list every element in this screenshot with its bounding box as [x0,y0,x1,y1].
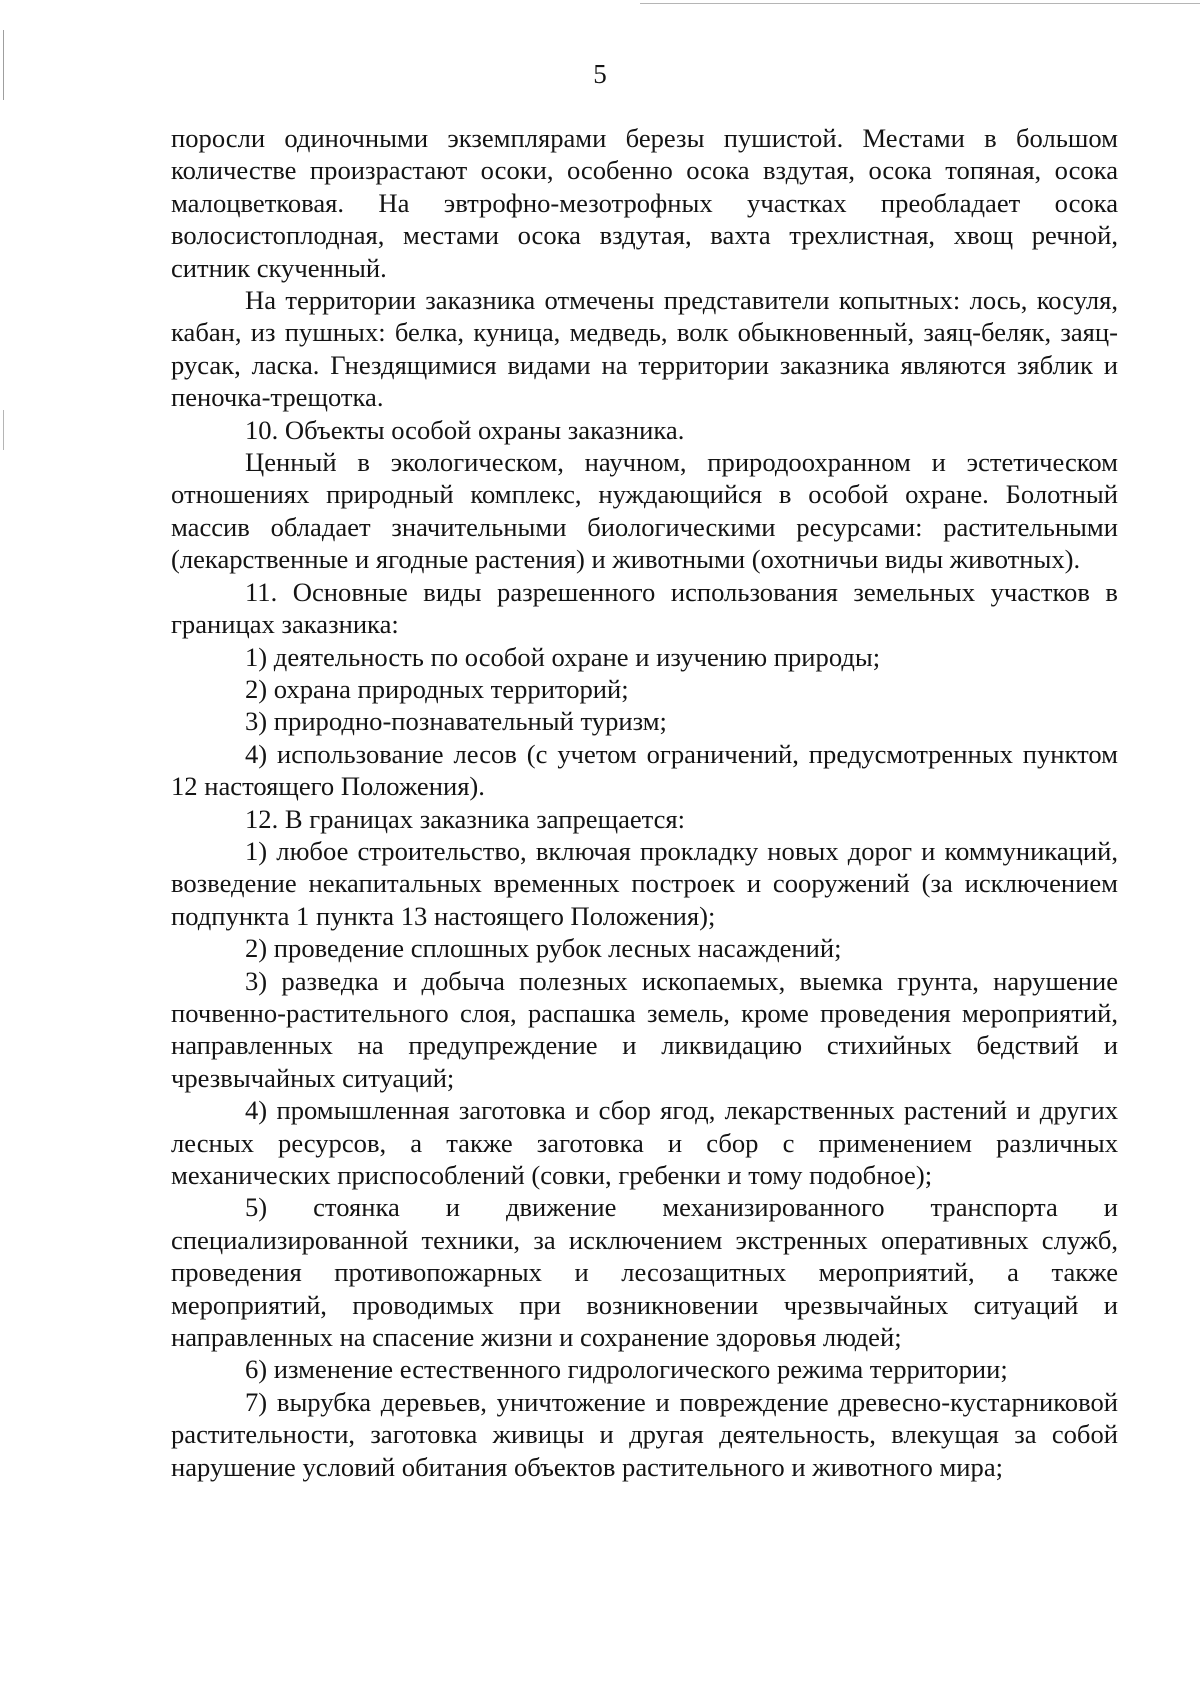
list-item: 4) промышленная заготовка и сбор ягод, лекарственных растений и других лесных ресурсов, а также заготовка и сбор с применением различных механических приспособлений (совки, гребенки и тому подобное); [171,1095,1118,1190]
scan-edge-line-top [640,3,1200,4]
list-item: 7) вырубка деревьев, уничтожение и повреждение древесно-кустарниковой растительности, заготовка живицы и другая деятельность, влекущая за собой нарушение условий обитания объектов растительного и животного мира; [171,1386,1118,1482]
paragraph-fauna: На территории заказника отмечены представители копытных: лось, косуля, кабан, из пушных: белка, куница, медведь, волк обыкновенный, заяц-беляк, заяц-русак, ласка. Гнездящимися видами на территории заказника являются зяблик и пеночка-трещотка. [171,285,1118,413]
section-11-heading: 11. Основные виды разрешенного использования земельных участков в границах заказника: [171,576,1118,640]
list-item: 1) любое строительство, включая прокладку новых дорог и коммуникаций, возведение некапитальных временных построек и сооружений (за исключением подпункта 1 пункта 13 настоящего Положения); [171,835,1118,931]
list-item: 2) проведение сплошных рубок лесных насаждений; [245,933,842,964]
list-item: 6) изменение естественного гидрологического режима территории; [245,1354,1008,1385]
list-item: 1) деятельность по особой охране и изучению природы; [245,641,881,672]
list-item: 3) разведка и добыча полезных ископаемых, выемка грунта, нарушение почвенно-растительного слоя, распашка земель, кроме проведения мероприятий, направленных на предупреждение и ликвидацию стихийных бедствий и чрезвычайных ситуаций; [171,965,1118,1093]
list-item: 2) охрана природных территорий; [245,673,629,704]
paragraph-protected-objects: Ценный в экологическом, научном, природоохранном и эстетическом отношениях природный комплекс, нуждающийся в особой охране. Болотный массив обладает значительными биологическими ресурсами: растительными (лекарственные и ягодные растения) и животными (охотничьи виды животных). [171,447,1118,575]
section-12-heading: 12. В границах заказника запрещается: [245,803,686,834]
section-10-heading: 10. Объекты особой охраны заказника. [245,414,685,445]
scan-edge-line-left-2 [3,410,4,450]
page-number: 5 [593,59,607,89]
paragraph-vegetation: поросли одиночными экземплярами березы пушистой. Местами в большом количестве произрастают осоки, особенно осока вздутая, осока топяная, осока малоцветковая. На эвтрофно-мезотрофных участках преобладает осока волосистоплодная, местами осока вздутая, вахта трехлистная, хвощ речной, ситник скученный. [171,123,1118,283]
list-item: 3) природно-познавательный туризм; [245,706,667,737]
list-item: 4) использование лесов (с учетом ограничений, предусмотренных пунктом 12 настоящего Положения). [171,738,1118,802]
list-item: 5) стоянка и движение механизированного транспорта и специализированной техники, за исключением экстренных оперативных служб, проведения противопожарных и лесозащитных мероприятий, а также мероприятий, проводимых при возникновении чрезвычайных ситуаций и направленных на спасение жизни и сохранение здоровья людей; [171,1192,1118,1353]
document-body [171,122,1118,1483]
